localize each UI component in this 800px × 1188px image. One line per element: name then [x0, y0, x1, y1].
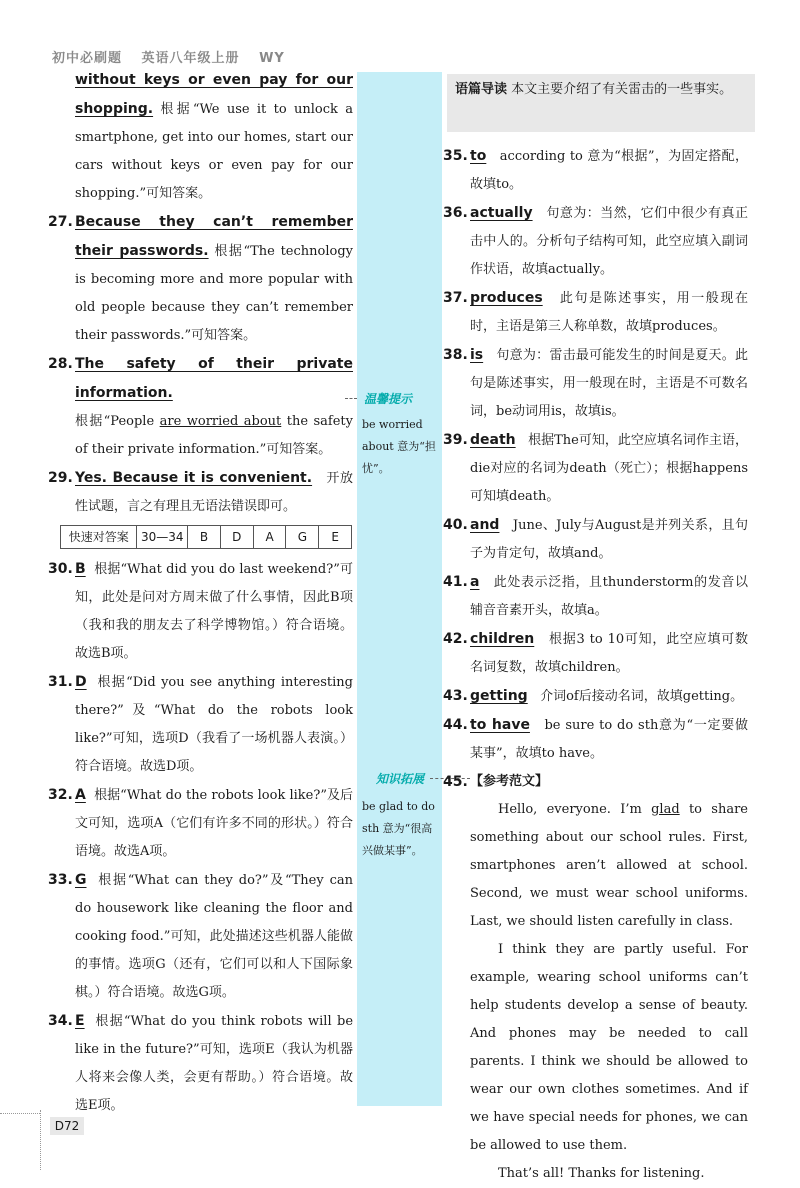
book-title: 英语八年级上册 [141, 51, 240, 66]
explanation: 根据The可知，此空应填名词作主语，die对应的名词为death（死亡）；根据happens可知填death。 [470, 433, 748, 504]
item-number: 31. [48, 674, 73, 690]
answer-item-44 [443, 711, 748, 768]
answer-item-26 [75, 66, 353, 208]
quick-answer-cell: D [221, 526, 254, 548]
explanation: be sure to do sth意为“一定要做某事”，故填to have。 [470, 718, 748, 761]
answer-text: is [470, 347, 484, 363]
edition-tag: WY [259, 51, 285, 66]
answer-text: a [470, 574, 480, 590]
tip-text-extend: be glad to do sth 意为“很高兴做某事”。 [362, 800, 435, 857]
essay-text: to share something about our school rules. First, smartphones aren’t allowed at school. Second, we must wear school uniforms. Last, we should listen carefully in class. [470, 802, 748, 929]
answer-item-33 [48, 866, 353, 1007]
quick-answer-cell: B [188, 526, 221, 548]
answer-text: D [75, 674, 87, 690]
answer-text: children [470, 631, 535, 647]
essay-text: Hello, everyone. I’m [498, 802, 652, 817]
answer-text: to [470, 148, 487, 164]
answer-text: Yes. Because it is convenient. [75, 470, 313, 486]
answer-text: produces [470, 290, 543, 306]
answer-item-39 [443, 426, 748, 511]
answer-text: and [470, 517, 500, 533]
sample-essay-label: 【参考范文】 [470, 774, 549, 789]
item-number: 28. [48, 356, 73, 372]
margin-band [357, 72, 442, 1106]
tip-connector [345, 398, 357, 399]
answer-item-32 [48, 781, 353, 866]
quick-answer-cell: A [254, 526, 287, 548]
tip-label-warm: 温馨提示 [364, 392, 413, 406]
answer-text: G [75, 872, 87, 888]
answer-item-27 [48, 208, 354, 350]
item-number: 30. [48, 561, 73, 577]
essay-paragraph-3: That’s all! Thanks for listening. [498, 1166, 705, 1181]
answer-item-29 [48, 464, 353, 521]
answer-item-30 [48, 555, 354, 668]
explanation: 根据“What did you do last weekend?”可知，此处是问对方周末做了什么事情，因此B项（我和我的朋友去了科学博物馆。）符合语境。故选B项。 [75, 562, 354, 661]
explanation: 根据3 to 10可知，此空应填可数名词复数，故填children。 [470, 632, 748, 675]
answer-item-31 [48, 668, 354, 781]
answer-item-42 [443, 625, 748, 682]
explanation: 根据“We use it to unlock a smartphone, get into our homes, start our cars without keys or even pay for our shopping.”可知答案。 [75, 102, 353, 201]
explanation: 句意为：当然，它们中很少有真正击中人的。分析句子结构可知，此空应填入副词作状语，故填actually。 [470, 206, 748, 277]
page-corner-line [40, 1110, 41, 1170]
explanation: 根据“Did you see anything interesting there?”及“What do the robots look like?”可知，选项D（我看了一场机器人表演。）符合语境。故选D项。 [75, 675, 354, 774]
item-number: 34. [48, 1013, 73, 1029]
quick-answer-table [60, 525, 352, 549]
explanation: 此句是陈述事实，用一般现在时，主语是第三人称单数，故填produces。 [470, 291, 748, 334]
item-number: 35. [443, 148, 468, 164]
item-number: 44. [443, 717, 468, 733]
quick-answer-range: 30—34 [137, 526, 188, 548]
item-number: 27. [48, 214, 73, 230]
passage-intro-box [447, 74, 755, 132]
page-header [52, 47, 299, 66]
answer-item-38 [443, 341, 748, 426]
page-number: D72 [50, 1117, 84, 1135]
explanation: 句意为：雷击最可能发生的时间是夏天。此句是陈述事实，用一般现在时，主语是不可数名词，be动词用is，故填is。 [470, 348, 748, 419]
answer-text: getting [470, 688, 528, 704]
explanation-pre: 根据“People [75, 414, 160, 429]
quick-answer-cell: E [331, 530, 339, 544]
item-number: 39. [443, 432, 468, 448]
tip-text-warm: be worried about 意为“担忧”。 [362, 418, 436, 475]
left-column [48, 66, 354, 1120]
item-number: 32. [48, 787, 73, 803]
explanation: according to 意为“根据”，为固定搭配，故填to。 [470, 149, 748, 192]
essay-paragraph-1 [470, 796, 748, 936]
answer-item-28 [48, 350, 353, 464]
item-number: 37. [443, 290, 468, 306]
explanation: 根据“The technology is becoming more and more popular with old people because they can’t remember their passwords.”可知答案。 [75, 244, 354, 343]
explanation: 根据“What can they do?”及“They can do housework like cleaning the floor and cooking food.”可知，此处描述这些机器人能做的事情。选项G（还有，它们可以和人下国际象棋。）符合语境。故选G项。 [75, 873, 353, 1000]
explanation: 根据“What do you think robots will be like in the future?”可知，选项E（我认为机器人将来会像人类，会更有帮助。）符合语境。故选E项。 [75, 1014, 354, 1113]
answer-item-41 [443, 568, 748, 625]
explanation: June、July与August是并列关系，且句子为肯定句，故填and。 [470, 518, 748, 561]
answer-text: death [470, 432, 516, 448]
answer-text: E [75, 1013, 85, 1029]
item-number: 40. [443, 517, 468, 533]
item-number: 36. [443, 205, 468, 221]
answer-text: Because they can’t remember their passwords. [75, 214, 353, 259]
answer-item-40 [443, 511, 748, 568]
item-number: 38. [443, 347, 468, 363]
explanation-post: the safety of their private information.”可知答案。 [75, 414, 353, 457]
intro-text: 本文主要介绍了有关雷击的一些事实。 [511, 82, 733, 97]
explanation: 介词of后接动名词，故填getting。 [540, 689, 744, 704]
item-number: 45. [443, 774, 468, 790]
tip-label-extend: 知识拓展 [376, 772, 425, 786]
answer-item-36 [443, 199, 748, 284]
right-column [443, 142, 748, 1188]
item-number: 33. [48, 872, 73, 888]
answer-text: B [75, 561, 86, 577]
item-number: 43. [443, 688, 468, 704]
answer-item-35 [443, 142, 748, 199]
answer-text: to have [470, 717, 530, 733]
quick-answer-cell: G [286, 526, 319, 548]
answer-text: A [75, 787, 86, 803]
answer-text: The safety of their private information. [75, 356, 353, 401]
quick-answer-label: 快速对答案 [61, 526, 137, 548]
explanation-underlined: are worried about [159, 414, 282, 429]
explanation: 开放性试题，言之有理且无语法错误即可。 [75, 471, 353, 514]
answer-text: actually [470, 205, 533, 221]
answer-item-34 [48, 1007, 354, 1120]
page-corner-line [0, 1113, 40, 1114]
answer-item-45 [443, 768, 748, 796]
essay-underlined-word: glad [651, 802, 680, 817]
sample-essay [470, 796, 748, 1188]
answer-item-43 [443, 682, 748, 711]
explanation: 此处表示泛指，且thunderstorm的发音以辅音音素开头，故填a。 [470, 575, 748, 618]
series-title: 初中必刷题 [52, 51, 123, 66]
item-number: 42. [443, 631, 468, 647]
answer-item-37 [443, 284, 748, 341]
essay-paragraph-2: I think they are partly useful. For example, wearing school uniforms can’t help students develop a sense of beauty. And phones may be needed to call parents. I think we should be allowed to wear our own clothes sometimes. And if we have special needs for phones, we can be allowed to use them. [470, 942, 748, 1153]
item-number: 29. [48, 470, 73, 486]
item-number: 41. [443, 574, 468, 590]
answer-text: without keys or even pay for our shopping. [75, 72, 353, 117]
intro-label: 语篇导读 [455, 82, 508, 97]
explanation: 根据“What do the robots look like?”及后文可知，选项A（它们有许多不同的形状。）符合语境。故选A项。 [75, 788, 353, 859]
